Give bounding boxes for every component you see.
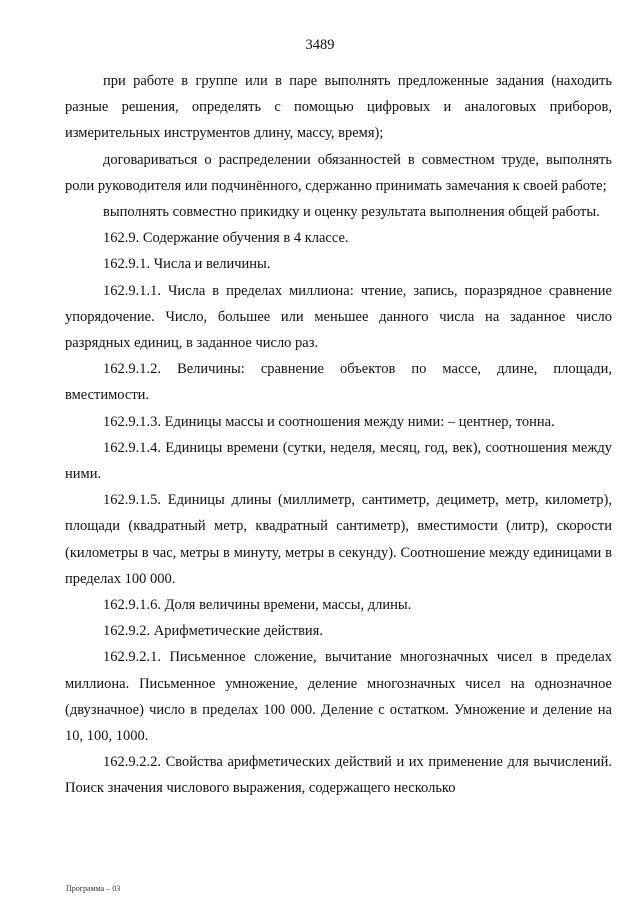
page-number: 3489 bbox=[305, 37, 335, 53]
paragraph-162-9-1-1: 162.9.1.1. Числа в пределах миллиона: чтение, запись, поразрядное сравнение упорядочение. Число, большее или меньшее данного числа на заданное число разрядных единиц, в заданное число раз. bbox=[65, 282, 616, 352]
paragraph-162-9-2-2: 162.9.2.2. Свойства арифметических действий и их применение для вычислений. Поиск значения числового выражения, содержащего несколько bbox=[65, 754, 616, 797]
paragraph-162-9-1-6: 162.9.1.6. Доля величины времени, массы, длины. bbox=[103, 597, 412, 614]
paragraph-duties: договариваться о распределении обязанностей в совместном труде, выполнять роли руководителя или подчинённого, сдержанно принимать замечания к своей работе; bbox=[65, 151, 616, 194]
section-heading-162-9: 162.9. Содержание обучения в 4 классе. bbox=[103, 230, 349, 247]
footer-note: Программа – 03 bbox=[66, 884, 121, 893]
subsection-heading-162-9-1: 162.9.1. Числа и величины. bbox=[103, 256, 271, 273]
paragraph-162-9-1-2: 162.9.1.2. Величины: сравнение объектов по массе, длине, площади, вместимости. bbox=[65, 361, 616, 404]
paragraph-162-9-1-4: 162.9.1.4. Единицы времени (сутки, неделя, месяц, год, век), соотношения между ними. bbox=[65, 439, 616, 483]
paragraph-162-9-1-5: 162.9.1.5. Единицы длины (миллиметр, сантиметр, дециметр, метр, километр), площади (квадратный метр, квадратный сантиметр), вместимости (литр), скорости (километры в час, метры в минуту, метры в секунду). Соотношение между единицами в пределах 100 000. bbox=[65, 492, 616, 587]
document-body bbox=[65, 68, 616, 802]
paragraph-162-9-1-3: 162.9.1.3. Единицы массы и соотношения между ними: – центнер, тонна. bbox=[103, 413, 555, 430]
subsection-heading-162-9-2: 162.9.2. Арифметические действия. bbox=[103, 623, 323, 640]
paragraph-group-work: при работе в группе или в паре выполнять предложенные задания (находить разные решения, определять с помощью цифровых и аналоговых приборов, измерительных инструментов длину, массу, время); bbox=[65, 73, 616, 142]
paragraph-estimation: выполнять совместно прикидку и оценку результата выполнения общей работы. bbox=[103, 204, 600, 221]
paragraph-162-9-2-1: 162.9.2.1. Письменное сложение, вычитание многозначных чисел в пределах миллиона. Письменное умножение, деление многозначных чисел на однозначное (двузначное) число в пределах 100 000. Деление с остатком. Умножение и деление на 10, 100, 1000. bbox=[65, 649, 616, 745]
